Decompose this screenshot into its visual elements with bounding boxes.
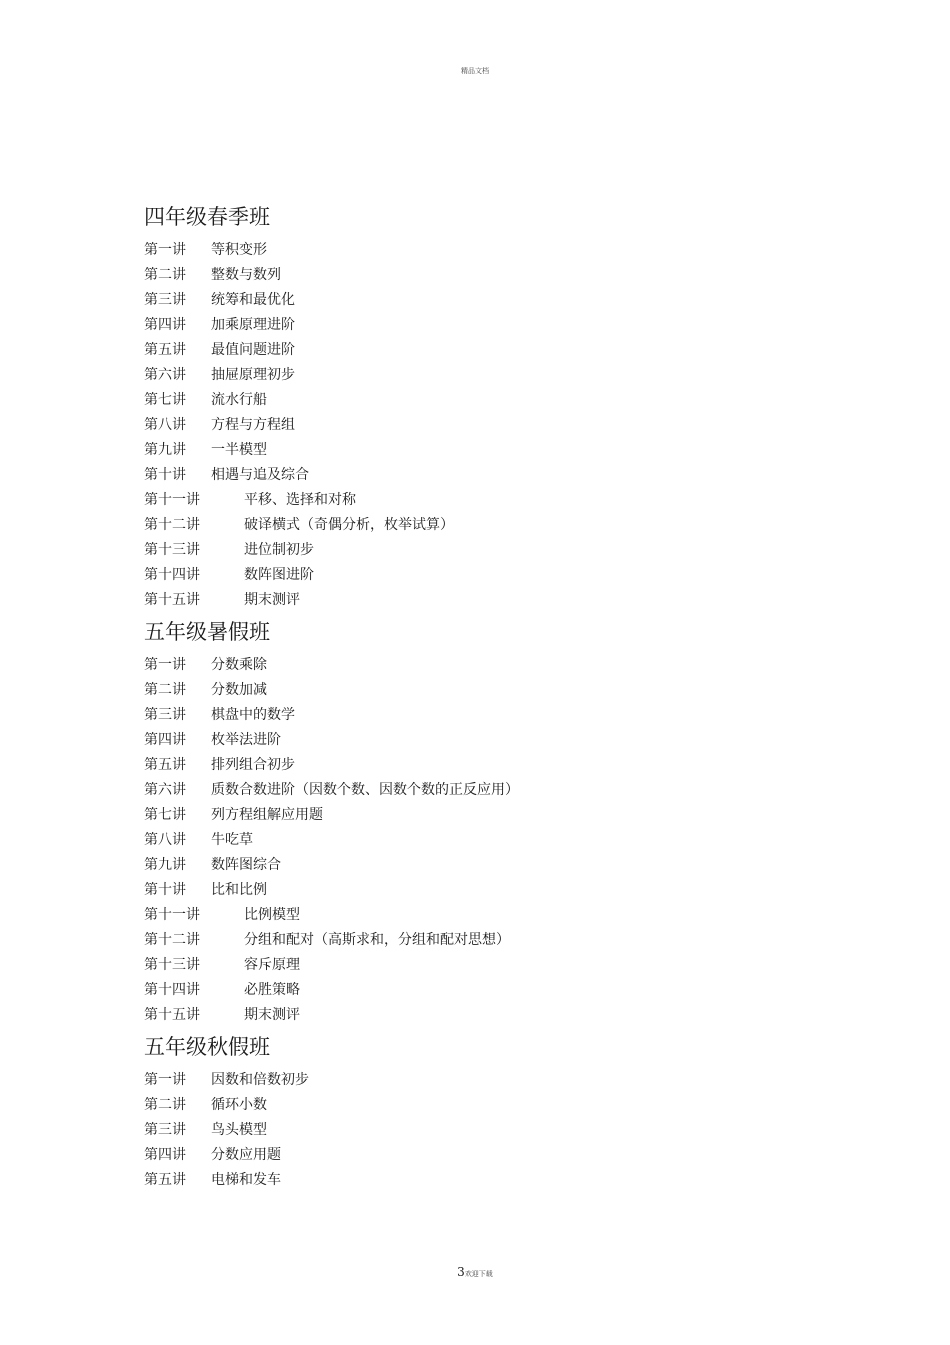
section-title: 五年级暑假班 [144, 620, 270, 644]
lesson-topic: 破译横式（奇偶分析，枚举试算） [244, 517, 454, 533]
lesson-row [144, 238, 844, 263]
lesson-topic: 加乘原理进阶 [211, 317, 295, 333]
lesson-row [144, 753, 844, 778]
lesson-topic: 牛吃草 [211, 832, 253, 848]
lesson-row [144, 678, 844, 703]
lesson-row [144, 513, 844, 538]
lesson-topic: 分数应用题 [211, 1147, 281, 1163]
lesson-number: 第十二讲 [144, 932, 200, 948]
lesson-number: 第一讲 [144, 657, 186, 673]
lesson-row [144, 463, 844, 488]
lesson-row [144, 803, 844, 828]
page-number: 3 [457, 1265, 465, 1279]
lesson-row [144, 703, 844, 728]
lesson-number: 第三讲 [144, 1122, 186, 1138]
lesson-row [144, 653, 844, 678]
lesson-number: 第六讲 [144, 367, 186, 383]
lesson-row [144, 953, 844, 978]
lesson-topic: 鸟头模型 [211, 1122, 267, 1138]
lesson-row [144, 778, 844, 803]
lesson-topic: 分数乘除 [211, 657, 267, 673]
lesson-topic: 统筹和最优化 [211, 292, 295, 308]
lesson-row [144, 338, 844, 363]
footer-watermark: 欢迎下载 [464, 1270, 493, 1278]
lesson-number: 第七讲 [144, 392, 186, 408]
lesson-number: 第四讲 [144, 732, 186, 748]
lesson-topic: 一半模型 [211, 442, 267, 458]
lesson-topic: 必胜策略 [244, 982, 300, 998]
lesson-number: 第五讲 [144, 1172, 186, 1188]
lesson-number: 第六讲 [144, 782, 186, 798]
lesson-topic: 排列组合初步 [211, 757, 295, 773]
lesson-number: 第一讲 [144, 242, 186, 258]
lesson-row [144, 828, 844, 853]
lesson-topic: 等积变形 [211, 242, 267, 258]
document-body [144, 200, 844, 1195]
lesson-number: 第八讲 [144, 417, 186, 433]
lesson-topic: 棋盘中的数学 [211, 707, 295, 723]
lesson-number: 第十一讲 [144, 492, 200, 508]
lesson-topic: 抽屉原理初步 [211, 367, 295, 383]
lesson-number: 第九讲 [144, 857, 186, 873]
lesson-number: 第四讲 [144, 317, 186, 333]
section-title: 五年级秋假班 [144, 1035, 270, 1059]
lesson-topic: 数阵图进阶 [244, 567, 314, 583]
lesson-number: 第五讲 [144, 757, 186, 773]
lesson-number: 第十四讲 [144, 567, 200, 583]
lesson-topic: 容斥原理 [244, 957, 300, 973]
lesson-number: 第十五讲 [144, 592, 200, 608]
lesson-row [144, 978, 844, 1003]
lesson-topic: 分数加减 [211, 682, 267, 698]
section-title: 四年级春季班 [144, 205, 270, 229]
lesson-number: 第三讲 [144, 292, 186, 308]
lesson-number: 第三讲 [144, 707, 186, 723]
lesson-list [144, 1068, 844, 1193]
lesson-topic: 最值问题进阶 [211, 342, 295, 358]
header-watermark: 精品文档 [461, 67, 489, 75]
lesson-topic: 相遇与追及综合 [211, 467, 309, 483]
lesson-row [144, 1143, 844, 1168]
lesson-row [144, 1168, 844, 1193]
lesson-number: 第十二讲 [144, 517, 200, 533]
lesson-topic: 期末测评 [244, 592, 300, 608]
lesson-number: 第十三讲 [144, 957, 200, 973]
lesson-topic: 质数合数进阶（因数个数、因数个数的正反应用） [211, 782, 519, 798]
lesson-number: 第十四讲 [144, 982, 200, 998]
lesson-row [144, 853, 844, 878]
lesson-number: 第十三讲 [144, 542, 200, 558]
lesson-list [144, 238, 844, 613]
lesson-row [144, 388, 844, 413]
lesson-row [144, 563, 844, 588]
lesson-row [144, 1068, 844, 1093]
lesson-number: 第一讲 [144, 1072, 186, 1088]
lesson-topic: 进位制初步 [244, 542, 314, 558]
lesson-topic: 平移、选择和对称 [244, 492, 356, 508]
lesson-row [144, 1093, 844, 1118]
lesson-topic: 枚举法进阶 [211, 732, 281, 748]
lesson-topic: 电梯和发车 [211, 1172, 281, 1188]
lesson-row [144, 438, 844, 463]
lesson-number: 第四讲 [144, 1147, 186, 1163]
lesson-row [144, 728, 844, 753]
lesson-number: 第九讲 [144, 442, 186, 458]
lesson-number: 第二讲 [144, 1097, 186, 1113]
lesson-topic: 因数和倍数初步 [211, 1072, 309, 1088]
lesson-topic: 数阵图综合 [211, 857, 281, 873]
lesson-row [144, 313, 844, 338]
lesson-number: 第八讲 [144, 832, 186, 848]
lesson-topic: 比和比例 [211, 882, 267, 898]
lesson-topic: 期末测评 [244, 1007, 300, 1023]
page-footer [0, 1261, 950, 1280]
lesson-number: 第十一讲 [144, 907, 200, 923]
lesson-row [144, 1003, 844, 1028]
lesson-number: 第二讲 [144, 267, 186, 283]
lesson-topic: 列方程组解应用题 [211, 807, 323, 823]
lesson-row [144, 878, 844, 903]
lesson-number: 第十讲 [144, 467, 186, 483]
lesson-row [144, 588, 844, 613]
lesson-list [144, 653, 844, 1028]
lesson-number: 第十讲 [144, 882, 186, 898]
lesson-number: 第七讲 [144, 807, 186, 823]
lesson-row [144, 363, 844, 388]
lesson-topic: 分组和配对（高斯求和，分组和配对思想） [244, 932, 510, 948]
lesson-topic: 整数与数列 [211, 267, 281, 283]
lesson-topic: 方程与方程组 [211, 417, 295, 433]
lesson-row [144, 1118, 844, 1143]
lesson-row [144, 903, 844, 928]
lesson-number: 第五讲 [144, 342, 186, 358]
lesson-topic: 循环小数 [211, 1097, 267, 1113]
lesson-row [144, 928, 844, 953]
lesson-number: 第二讲 [144, 682, 186, 698]
lesson-topic: 比例模型 [244, 907, 300, 923]
lesson-row [144, 413, 844, 438]
lesson-topic: 流水行船 [211, 392, 267, 408]
lesson-row [144, 538, 844, 563]
lesson-row [144, 488, 844, 513]
lesson-number: 第十五讲 [144, 1007, 200, 1023]
lesson-row [144, 288, 844, 313]
lesson-row [144, 263, 844, 288]
